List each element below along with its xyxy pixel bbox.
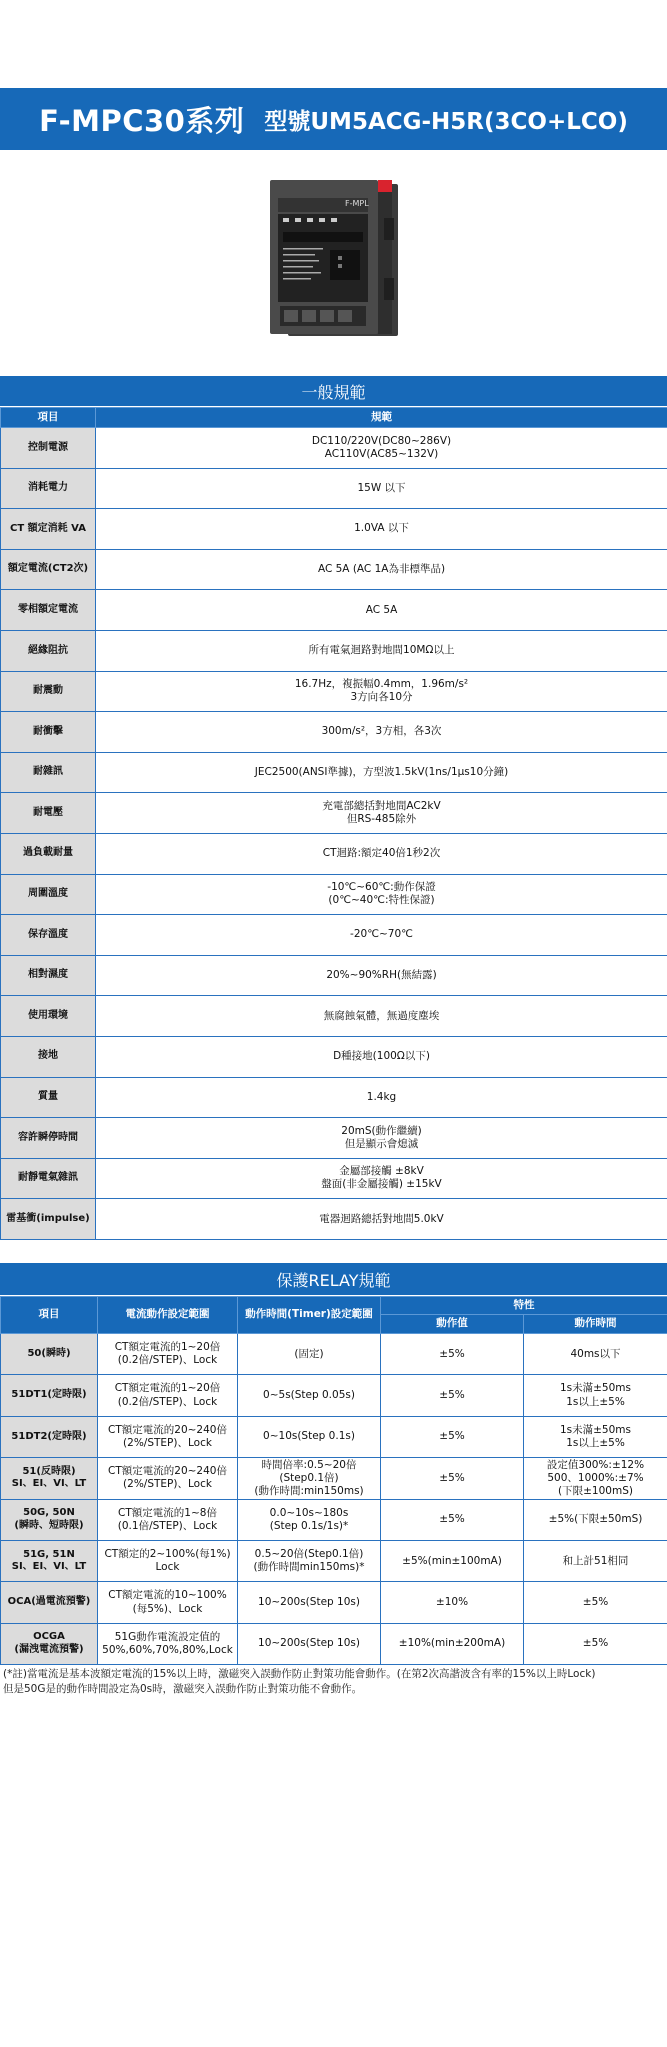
relay-item-cell (1, 1458, 98, 1499)
cell-line: ±10%(min±200mA) (398, 1637, 506, 1650)
spec-row (1, 1158, 667, 1199)
spec-item-cell: 耐電壓 (1, 793, 96, 834)
spec-row (1, 549, 667, 590)
relay-current-cell (98, 1334, 238, 1375)
cell-line: DC110/220V(DC80~286V) (311, 434, 452, 447)
cell-line: ±5% (439, 1389, 465, 1402)
cell-line: (漏洩電流預警) (14, 1643, 84, 1655)
spec-value-cell (96, 590, 667, 631)
cell-line: CT額定電流的1~20倍 (114, 1382, 221, 1395)
cell-line: 1s未滿±50ms (559, 1423, 631, 1436)
cell-line: CT額定電流的1~20倍 (114, 1341, 221, 1354)
spec-row (1, 630, 667, 671)
spec-value-cell (96, 996, 667, 1037)
spec-item-cell: 周圍溫度 (1, 874, 96, 915)
relay-current-cell (98, 1375, 238, 1416)
cell-line: 盤面(非金屬接觸) ±15kV (321, 1178, 442, 1191)
spec-item-cell: 接地 (1, 1036, 96, 1077)
cell-line: CT額定電流的20~240倍 (108, 1423, 227, 1436)
cell-line: 但RS-485除外 (346, 813, 417, 826)
spec-item-cell: 雷基衝(impulse) (1, 1199, 96, 1240)
spec-value-cell (96, 630, 667, 671)
cell-line: (Step 0.1s/1s)* (269, 1519, 349, 1532)
spec-value-cell (96, 833, 667, 874)
cell-line: AC110V(AC85~132V) (324, 447, 439, 460)
relay-timer-cell (238, 1623, 381, 1664)
spec-value-cell (96, 955, 667, 996)
relay-spec-table (0, 1296, 667, 1665)
cell-line: 但是顯示會熄滅 (344, 1137, 419, 1150)
cell-line: 1s未滿±50ms (559, 1382, 631, 1395)
relay-spec-title: 保護RELAY規範 (0, 1263, 667, 1295)
relay-row (1, 1582, 667, 1623)
spec-value-cell (96, 1077, 667, 1118)
relay-item-cell (1, 1499, 98, 1540)
title-banner (0, 88, 667, 150)
relay-col-timer: 動作時間(Timer)設定範圍 (238, 1297, 381, 1334)
cell-line: 1s以上±5% (566, 1436, 625, 1449)
cell-line: (0℃~40℃:特性保證) (328, 894, 435, 907)
footnote (3, 1667, 663, 1697)
spec-row (1, 428, 667, 469)
cell-line: -10℃~60℃:動作保證 (327, 881, 436, 894)
cell-line: 0.5~20倍(Step0.1倍) (254, 1548, 364, 1561)
relay-timer-cell (238, 1334, 381, 1375)
product-image (250, 178, 420, 343)
cell-line: 0~10s(Step 0.1s) (263, 1430, 355, 1443)
spec-row (1, 874, 667, 915)
spec-row (1, 712, 667, 753)
spec-row (1, 752, 667, 793)
spec-row (1, 468, 667, 509)
cell-line: CT額定電流的20~240倍 (108, 1465, 227, 1478)
cell-line: (Step0.1倍) (279, 1471, 339, 1484)
relay-row (1, 1416, 667, 1457)
spec-row (1, 1036, 667, 1077)
cell-line: AC 5A (365, 603, 398, 616)
spec-item-cell: 絕緣阻抗 (1, 630, 96, 671)
cell-line: 0.0~10s~180s (269, 1506, 349, 1519)
cell-line: SI、EI、VI、LT (11, 1478, 87, 1490)
spec-row (1, 955, 667, 996)
spec-item-cell: CT 額定消耗 VA (1, 509, 96, 550)
spec-item-cell: 容許瞬停時間 (1, 1118, 96, 1159)
relay-item-cell (1, 1582, 98, 1623)
spec-row (1, 915, 667, 956)
cell-line: 充電部總括對地間AC2kV (322, 800, 441, 813)
cell-line: (下限±100mS) (558, 1484, 633, 1497)
cell-line: CT額定電流的10~100% (108, 1589, 227, 1602)
cell-line: 40ms以下 (570, 1347, 621, 1360)
model-title: 型號UM5ACG-H5R(3CO+LCO) (264, 108, 628, 135)
relay-current-cell (98, 1458, 238, 1499)
cell-line: (2%/STEP)、Lock (123, 1478, 212, 1491)
cell-line: 設定值300%:±12% (546, 1458, 645, 1471)
relay-timer-cell (238, 1458, 381, 1499)
cell-line: 金屬部接觸 ±8kV (339, 1165, 424, 1178)
relay-op-time-cell (524, 1582, 667, 1623)
cell-line: ±5% (439, 1471, 465, 1484)
relay-row (1, 1458, 667, 1499)
spec-item-cell: 消耗電力 (1, 468, 96, 509)
cell-line: 15W 以下 (357, 481, 406, 494)
cell-line: SI、EI、VI、LT (11, 1561, 87, 1573)
cell-line: OCA(過電流預警) (7, 1596, 91, 1608)
cell-line: Lock (155, 1561, 180, 1574)
cell-line: 500、1000%:±7% (547, 1471, 644, 1484)
cell-line: 51(反時限) (22, 1465, 76, 1477)
cell-line: (0.2倍/STEP)、Lock (117, 1395, 218, 1408)
cell-line: 和上計51相同 (562, 1554, 629, 1567)
relay-timer-cell (238, 1582, 381, 1623)
spec-value-cell (96, 428, 667, 469)
spec-row (1, 1199, 667, 1240)
relay-item-cell (1, 1416, 98, 1457)
cell-line: 20mS(動作繼續) (341, 1124, 422, 1137)
cell-line: CT迴路:額定40倍1秒2次 (322, 847, 441, 860)
relay-current-cell (98, 1416, 238, 1457)
spec-value-cell (96, 793, 667, 834)
spec-row (1, 1118, 667, 1159)
spec-value-cell (96, 1118, 667, 1159)
spec-item-cell: 相對濕度 (1, 955, 96, 996)
relay-row (1, 1540, 667, 1581)
cell-line: 10~200s(Step 10s) (258, 1595, 360, 1608)
spec-item-cell: 耐雜訊 (1, 752, 96, 793)
relay-op-time-cell (524, 1416, 667, 1457)
cell-line: AC 5A (AC 1A為非標準品) (317, 563, 446, 576)
spec-item-cell: 保存溫度 (1, 915, 96, 956)
cell-line: (2%/STEP)、Lock (123, 1436, 212, 1449)
relay-timer-cell (238, 1540, 381, 1581)
relay-op-value-cell (381, 1375, 524, 1416)
spec-row (1, 996, 667, 1037)
cell-line: ±5% (582, 1595, 609, 1608)
relay-col-op-time: 動作時間 (524, 1315, 667, 1334)
cell-line: 1.4kg (366, 1090, 397, 1103)
relay-op-value-cell (381, 1334, 524, 1375)
cell-line: 無腐蝕氣體，無過度塵埃 (323, 1009, 440, 1022)
relay-timer-cell (238, 1375, 381, 1416)
cell-line: CT額定的2~100%(每1%) (104, 1548, 231, 1561)
spec-item-cell: 零相額定電流 (1, 590, 96, 631)
relay-op-value-cell (381, 1540, 524, 1581)
relay-current-cell (98, 1623, 238, 1664)
cell-line: 3方向各10分 (350, 691, 413, 704)
cell-line: 51G, 51N (23, 1548, 75, 1560)
col-item-header: 項目 (1, 408, 96, 428)
relay-item-cell (1, 1540, 98, 1581)
cell-line: ±10% (435, 1595, 469, 1608)
relay-row (1, 1499, 667, 1540)
cell-line: (動作時間min150ms)* (253, 1561, 365, 1574)
cell-line: ±5% (439, 1430, 465, 1443)
spec-value-cell (96, 509, 667, 550)
spec-value-cell (96, 874, 667, 915)
spec-row (1, 793, 667, 834)
footnote-line: (*註)當電流是基本波額定電流的15%以上時，激磁突入誤動作防止對策功能會動作。(在第2次高諧波含有率的15%以上時Lock) (3, 1668, 596, 1680)
cell-line: 10~200s(Step 10s) (258, 1637, 360, 1650)
relay-op-value-cell (381, 1623, 524, 1664)
relay-op-value-cell (381, 1499, 524, 1540)
cell-line: ±5%(下限±50mS) (548, 1513, 643, 1526)
cell-line: 51G動作電流設定值的 (114, 1630, 221, 1643)
spec-row (1, 833, 667, 874)
spec-item-cell: 額定電流(CT2次) (1, 549, 96, 590)
cell-line: 50G, 50N (23, 1507, 75, 1519)
relay-timer-cell (238, 1499, 381, 1540)
spec-row (1, 671, 667, 712)
relay-op-time-cell (524, 1499, 667, 1540)
cell-line: 1.0VA 以下 (354, 522, 409, 535)
relay-col-op-value: 動作值 (381, 1315, 524, 1334)
relay-op-time-cell (524, 1375, 667, 1416)
spec-item-cell: 耐衝擊 (1, 712, 96, 753)
cell-line: JEC2500(ANSI準據)，方型波1.5kV(1ns/1μs10分鐘) (254, 765, 509, 778)
spec-item-cell: 耐靜電氣雜訊 (1, 1158, 96, 1199)
cell-line: 時間倍率:0.5~20倍 (261, 1458, 357, 1471)
cell-line: (動作時間:min150ms) (254, 1484, 364, 1497)
cell-line: ±5% (582, 1637, 609, 1650)
cell-line: CT額定電流的1~8倍 (118, 1506, 217, 1519)
cell-line: 300m/s²，3方相，各3次 (321, 725, 442, 738)
spec-value-cell (96, 671, 667, 712)
spec-item-cell: 使用環境 (1, 996, 96, 1037)
spec-item-cell: 過負載耐量 (1, 833, 96, 874)
cell-line: 0~5s(Step 0.05s) (263, 1389, 355, 1402)
relay-timer-cell (238, 1416, 381, 1457)
general-spec-title: 一般規範 (0, 376, 667, 406)
spec-item-cell: 控制電源 (1, 428, 96, 469)
spec-value-cell (96, 1036, 667, 1077)
cell-line: 51DT2(定時限) (11, 1430, 87, 1442)
cell-line: (瞬時、短時限) (14, 1519, 84, 1531)
relay-op-time-cell (524, 1458, 667, 1499)
footnote-line: 但是50G是的動作時間設定為0s時，激磁突入誤動作防止對策功能不會動作。 (3, 1683, 363, 1696)
spec-row (1, 590, 667, 631)
relay-item-cell (1, 1623, 98, 1664)
cell-line: OCGA (33, 1631, 65, 1643)
cell-line: -20℃~70℃ (350, 928, 413, 941)
product-brand-label: F-MPL (345, 199, 369, 208)
relay-row (1, 1334, 667, 1375)
spec-value-cell (96, 1199, 667, 1240)
relay-row (1, 1623, 667, 1664)
relay-op-value-cell (381, 1416, 524, 1457)
relay-op-time-cell (524, 1540, 667, 1581)
relay-col-characteristic: 特性 (381, 1297, 667, 1315)
cell-line: (0.2倍/STEP)、Lock (117, 1354, 218, 1367)
cell-line: (每5%)、Lock (132, 1602, 203, 1615)
relay-item-cell (1, 1334, 98, 1375)
cell-line: ±5% (439, 1347, 465, 1360)
relay-op-value-cell (381, 1458, 524, 1499)
cell-line: 所有電氣迴路對地間10MΩ以上 (308, 644, 455, 657)
relay-row (1, 1375, 667, 1416)
spec-item-cell: 質量 (1, 1077, 96, 1118)
relay-current-cell (98, 1540, 238, 1581)
cell-line: ±5%(min±100mA) (402, 1554, 502, 1567)
relay-op-time-cell (524, 1334, 667, 1375)
cell-line: D種接地(100Ω以下) (333, 1050, 430, 1063)
spec-value-cell (96, 468, 667, 509)
relay-op-time-cell (524, 1623, 667, 1664)
spec-row (1, 509, 667, 550)
spec-value-cell (96, 1158, 667, 1199)
cell-line: 50%,60%,70%,80%,Lock (102, 1643, 233, 1656)
relay-item-cell (1, 1375, 98, 1416)
cell-line: 51DT1(定時限) (11, 1389, 87, 1401)
cell-line: 16.7Hz，複振幅0.4mm，1.96m/s² (294, 678, 469, 691)
relay-current-cell (98, 1582, 238, 1623)
spec-row (1, 1077, 667, 1118)
spec-value-cell (96, 549, 667, 590)
cell-line: 20%~90%RH(無結露) (326, 968, 437, 981)
relay-current-cell (98, 1499, 238, 1540)
relay-col-current: 電流動作設定範圍 (98, 1297, 238, 1334)
spec-value-cell (96, 712, 667, 753)
cell-line: (0.1倍/STEP)、Lock (117, 1519, 218, 1532)
spec-value-cell (96, 752, 667, 793)
spec-value-cell (96, 915, 667, 956)
cell-line: 50(瞬時) (27, 1347, 71, 1359)
cell-line: 電器迴路總括對地間5.0kV (319, 1212, 444, 1225)
spec-item-cell: 耐震動 (1, 671, 96, 712)
cell-line: 1s以上±5% (566, 1395, 625, 1408)
col-spec-header: 規範 (96, 408, 667, 428)
relay-op-value-cell (381, 1582, 524, 1623)
relay-col-item: 項目 (1, 1297, 98, 1334)
series-title: F-MPC30系列 (39, 103, 245, 138)
general-spec-table (0, 407, 667, 1240)
cell-line: ±5% (439, 1513, 465, 1526)
cell-line: (固定) (294, 1347, 324, 1360)
